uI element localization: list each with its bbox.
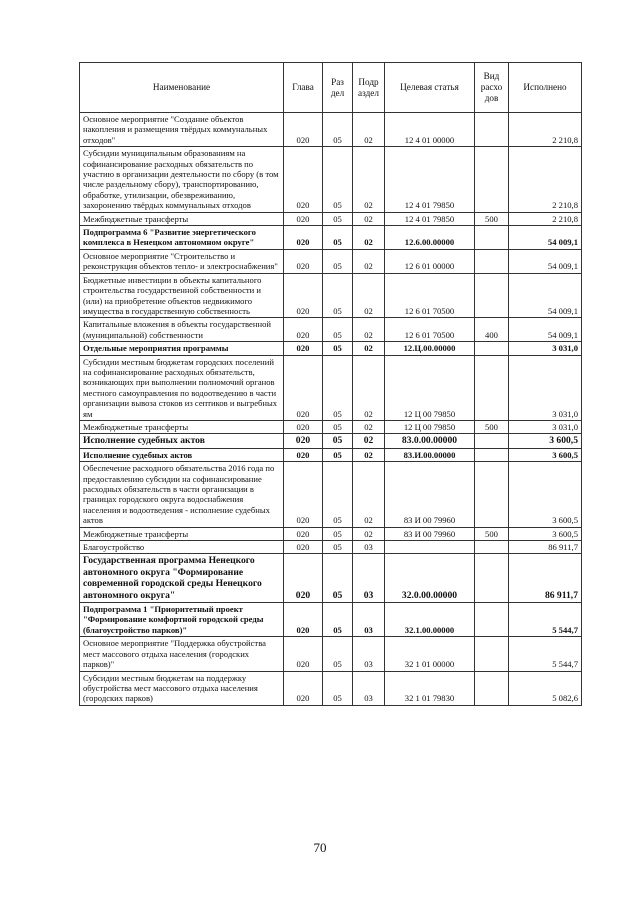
row-vid: 500 xyxy=(475,527,509,540)
row-vid xyxy=(475,671,509,705)
table-row xyxy=(80,273,582,318)
row-razdel: 05 xyxy=(323,420,353,433)
row-vid xyxy=(475,434,509,448)
row-glava: 020 xyxy=(284,420,323,433)
row-vid: 400 xyxy=(475,318,509,342)
row-podrazdel: 02 xyxy=(353,462,385,527)
row-podrazdel: 02 xyxy=(353,355,385,420)
row-name: Основное мероприятие "Строительство и реконструкция объектов тепло- и электроснабжения" xyxy=(80,249,284,273)
row-razdel: 05 xyxy=(323,603,353,637)
header-vid: Вид расхо дов xyxy=(475,63,509,113)
row-ispolneno: 2 210,8 xyxy=(509,113,582,147)
row-tselevaya: 32.0.00.00000 xyxy=(385,554,475,603)
header-razdel: Раз дел xyxy=(323,63,353,113)
row-podrazdel: 02 xyxy=(353,212,385,225)
table-row xyxy=(80,434,582,448)
row-vid: 500 xyxy=(475,420,509,433)
table-row xyxy=(80,603,582,637)
row-vid xyxy=(475,448,509,461)
row-glava: 020 xyxy=(284,527,323,540)
table-row xyxy=(80,554,582,603)
row-razdel: 05 xyxy=(323,554,353,603)
table-row xyxy=(80,420,582,433)
row-razdel: 05 xyxy=(323,212,353,225)
row-glava: 020 xyxy=(284,541,323,554)
row-podrazdel: 02 xyxy=(353,318,385,342)
header-glava: Глава xyxy=(284,63,323,113)
row-ispolneno: 3 600,5 xyxy=(509,434,582,448)
row-tselevaya: 12 Ц 00 79850 xyxy=(385,355,475,420)
row-ispolneno: 2 210,8 xyxy=(509,212,582,225)
row-tselevaya: 12.Ц.00.00000 xyxy=(385,342,475,355)
row-podrazdel: 02 xyxy=(353,342,385,355)
row-tselevaya: 32 1 01 00000 xyxy=(385,637,475,671)
table-row xyxy=(80,462,582,527)
row-glava: 020 xyxy=(284,249,323,273)
row-podrazdel: 02 xyxy=(353,420,385,433)
row-glava: 020 xyxy=(284,342,323,355)
row-ispolneno: 5 082,6 xyxy=(509,671,582,705)
table-row xyxy=(80,637,582,671)
row-ispolneno: 54 009,1 xyxy=(509,273,582,318)
row-glava: 020 xyxy=(284,448,323,461)
table-row xyxy=(80,212,582,225)
row-vid xyxy=(475,603,509,637)
row-tselevaya: 32 1 01 79830 xyxy=(385,671,475,705)
row-name: Подпрограмма 6 "Развитие энергетического комплекса в Ненецком автономном округе" xyxy=(80,226,284,250)
row-vid xyxy=(475,342,509,355)
row-name: Исполнение судебных актов xyxy=(80,448,284,461)
table-row xyxy=(80,147,582,212)
row-razdel: 05 xyxy=(323,637,353,671)
row-name: Субсидии местным бюджетам на поддержку обустройства мест массового отдыха населения (городских парков) xyxy=(80,671,284,705)
row-ispolneno: 86 911,7 xyxy=(509,541,582,554)
row-name: Основное мероприятие "Поддержка обустройства мест массового отдыха населения (городских парков)" xyxy=(80,637,284,671)
row-vid xyxy=(475,113,509,147)
row-razdel: 05 xyxy=(323,671,353,705)
table-row xyxy=(80,671,582,705)
row-razdel: 05 xyxy=(323,249,353,273)
row-tselevaya: 12 6 01 70500 xyxy=(385,318,475,342)
row-razdel: 05 xyxy=(323,342,353,355)
row-ispolneno: 2 210,8 xyxy=(509,147,582,212)
row-glava: 020 xyxy=(284,434,323,448)
row-vid xyxy=(475,637,509,671)
row-name: Отдельные мероприятия программы xyxy=(80,342,284,355)
row-glava: 020 xyxy=(284,212,323,225)
expenditure-table xyxy=(79,62,582,706)
row-vid xyxy=(475,249,509,273)
row-ispolneno: 5 544,7 xyxy=(509,637,582,671)
row-razdel: 05 xyxy=(323,527,353,540)
row-name: Бюджетные инвестиции в объекты капитального строительства государственной собственности и (или) на приобретение объектов недвижимого имущества в государственную собственность xyxy=(80,273,284,318)
row-glava: 020 xyxy=(284,273,323,318)
row-podrazdel: 02 xyxy=(353,448,385,461)
table-row xyxy=(80,249,582,273)
row-name: Благоустройство xyxy=(80,541,284,554)
row-name: Основное мероприятие "Создание объектов накопления и размещения твёрдых коммунальных отходов" xyxy=(80,113,284,147)
row-ispolneno: 54 009,1 xyxy=(509,249,582,273)
table-row xyxy=(80,226,582,250)
row-vid xyxy=(475,273,509,318)
row-vid xyxy=(475,554,509,603)
row-vid: 500 xyxy=(475,212,509,225)
row-tselevaya xyxy=(385,541,475,554)
table-row xyxy=(80,448,582,461)
table-row xyxy=(80,113,582,147)
row-tselevaya: 12 6 01 00000 xyxy=(385,249,475,273)
header-ispolneno: Исполнено xyxy=(509,63,582,113)
row-podrazdel: 02 xyxy=(353,226,385,250)
row-podrazdel: 02 xyxy=(353,147,385,212)
row-name: Субсидии муниципальным образованиям на софинансирование расходных обязательств по участию в организации деятельности по сбору (в том числе раздельному сбору), транспортированию, обработке, утилизации, обезвреживанию, захоронению твёрдых коммунальных отходов xyxy=(80,147,284,212)
row-podrazdel: 03 xyxy=(353,637,385,671)
header-podrazdel: Подр аздел xyxy=(353,63,385,113)
row-tselevaya: 83.0.00.00000 xyxy=(385,434,475,448)
row-razdel: 05 xyxy=(323,318,353,342)
row-name: Государственная программа Ненецкого автономного округа "Формирование современной городской среды Ненецкого автономного округа" xyxy=(80,554,284,603)
row-ispolneno: 54 009,1 xyxy=(509,226,582,250)
row-razdel: 05 xyxy=(323,462,353,527)
row-glava: 020 xyxy=(284,355,323,420)
row-ispolneno: 3 031,0 xyxy=(509,342,582,355)
row-tselevaya: 83.И.00.00000 xyxy=(385,448,475,461)
row-razdel: 05 xyxy=(323,226,353,250)
row-vid xyxy=(475,147,509,212)
row-ispolneno: 3 600,5 xyxy=(509,462,582,527)
row-ispolneno: 3 600,5 xyxy=(509,448,582,461)
row-name: Обеспечение расходного обязательства 2016 года по предоставлению субсидии на софинансирование расходных обязательств в части организации в границах городского округа водоснабжения населения и водоотведения - исполнение судебных актов xyxy=(80,462,284,527)
row-name: Субсидии местным бюджетам городских поселений на софинансирование расходных обязательств, возникающих при выполнении полномочий органов местного самоуправления по водоотведению в части организации вывоза стоков из септиков и выгребных ям xyxy=(80,355,284,420)
row-ispolneno: 86 911,7 xyxy=(509,554,582,603)
row-tselevaya: 32.1.00.00000 xyxy=(385,603,475,637)
row-razdel: 05 xyxy=(323,355,353,420)
row-ispolneno: 5 544,7 xyxy=(509,603,582,637)
table-row xyxy=(80,541,582,554)
row-glava: 020 xyxy=(284,226,323,250)
page-number: 70 xyxy=(313,840,327,855)
row-tselevaya: 83 И 00 79960 xyxy=(385,462,475,527)
row-vid xyxy=(475,462,509,527)
row-podrazdel: 02 xyxy=(353,434,385,448)
row-tselevaya: 12 4 01 00000 xyxy=(385,113,475,147)
row-name: Капитальные вложения в объекты государственной (муниципальной) собственности xyxy=(80,318,284,342)
row-name: Исполнение судебных актов xyxy=(80,434,284,448)
row-tselevaya: 12 4 01 79850 xyxy=(385,212,475,225)
table-header-row xyxy=(80,63,582,113)
row-name: Межбюджетные трансферты xyxy=(80,420,284,433)
row-razdel: 05 xyxy=(323,541,353,554)
row-razdel: 05 xyxy=(323,147,353,212)
row-podrazdel: 03 xyxy=(353,541,385,554)
row-glava: 020 xyxy=(284,462,323,527)
row-podrazdel: 02 xyxy=(353,273,385,318)
row-glava: 020 xyxy=(284,554,323,603)
row-vid xyxy=(475,541,509,554)
row-podrazdel: 02 xyxy=(353,249,385,273)
header-tselevaya: Целевая статья xyxy=(385,63,475,113)
row-ispolneno: 3 031,0 xyxy=(509,420,582,433)
row-name: Межбюджетные трансферты xyxy=(80,527,284,540)
row-glava: 020 xyxy=(284,113,323,147)
row-tselevaya: 12 Ц 00 79850 xyxy=(385,420,475,433)
row-tselevaya: 83 И 00 79960 xyxy=(385,527,475,540)
row-glava: 020 xyxy=(284,318,323,342)
row-tselevaya: 12 6 01 70500 xyxy=(385,273,475,318)
table-row xyxy=(80,527,582,540)
row-glava: 020 xyxy=(284,637,323,671)
row-vid xyxy=(475,355,509,420)
row-ispolneno: 3 600,5 xyxy=(509,527,582,540)
row-razdel: 05 xyxy=(323,273,353,318)
table-row xyxy=(80,318,582,342)
row-podrazdel: 02 xyxy=(353,527,385,540)
table-row xyxy=(80,355,582,420)
table-row xyxy=(80,342,582,355)
row-name: Подпрограмма 1 "Приоритетный проект "Формирование комфортной городской среды (благоустройство парков)" xyxy=(80,603,284,637)
row-tselevaya: 12 4 01 79850 xyxy=(385,147,475,212)
row-glava: 020 xyxy=(284,147,323,212)
header-name: Наименование xyxy=(80,63,284,113)
row-razdel: 05 xyxy=(323,448,353,461)
row-vid xyxy=(475,226,509,250)
row-podrazdel: 02 xyxy=(353,113,385,147)
row-ispolneno: 3 031,0 xyxy=(509,355,582,420)
row-tselevaya: 12.6.00.00000 xyxy=(385,226,475,250)
row-glava: 020 xyxy=(284,671,323,705)
row-podrazdel: 03 xyxy=(353,671,385,705)
row-razdel: 05 xyxy=(323,113,353,147)
row-podrazdel: 03 xyxy=(353,603,385,637)
row-razdel: 05 xyxy=(323,434,353,448)
row-podrazdel: 03 xyxy=(353,554,385,603)
row-ispolneno: 54 009,1 xyxy=(509,318,582,342)
row-name: Межбюджетные трансферты xyxy=(80,212,284,225)
row-glava: 020 xyxy=(284,603,323,637)
